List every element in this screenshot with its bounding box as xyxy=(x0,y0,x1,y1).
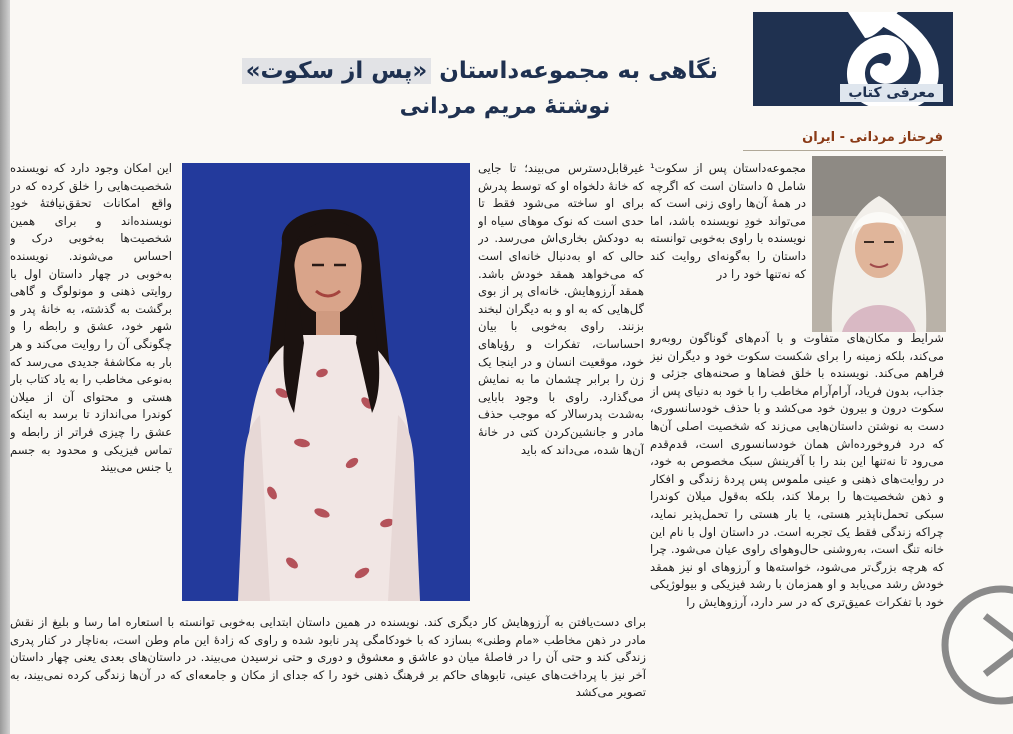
paragraph: مجموعه‌داستان پس از سکوت¹ شامل ۵ داستان است که اگرچه در همهٔ آن‌ها راوی زنی است که می‌تواند خودِ نویسنده باشد، اما نویسنده با راوی به‌خوبی توانسته داستان را به‌گونه‌ای روایت کند که نه‌تنها خود را در xyxy=(650,161,806,281)
article-subtitle: نوشتهٔ مریم مردانی xyxy=(399,94,611,119)
paragraph: شرایط و مکان‌های متفاوت و با آدم‌های گوناگون روبه‌رو می‌کند، بلکه زمینه را برای شکست سکوت خود و دیگران نیز فراهم می‌کند. نویسنده با خلق فضاها و صحنه‌های جزئی و جذاب، بدون فریاد، آرام‌آرام مخاطب را با خود به دنیای پس از سکوت درون و بیرون خود می‌کشد و با حذف خودسانسوری، دست به نوشتن داستان‌هایی می‌زند که شخصیت اصلی آن‌ها که درد فروخورده‌اش همان خودسانسوری است، قدم‌قدم می‌رود تا نه‌تنها این بند را با آفرینش سبک مخصوص به خود، در روایت‌های ذهنی و عینی ملموس پس پردهٔ زندگی و افکار و ذهن شخصیت‌ها را برملا کند، بلکه به‌قول میلان کوندرا سبکی تحمل‌ناپذیر هستی، یا بار هستی را تحمل‌پذیر نماید، چراکه زندگی فقط یک تجربه است. در داستان اول با نام این خانه تنگ است، به‌روشنی حال‌وهوای راوی عیان می‌شود. چرا که هرچه بزرگ‌تر می‌شود، خواسته‌ها و آرزوهای او نیز همقد خودش رشد می‌یابد و او همزمان با رشد فیزیکی و بیولوژیکی خود با تفکرات عمیق‌تری که در سر دارد، آرزوهایش را xyxy=(650,331,944,609)
divider xyxy=(743,150,943,151)
play-icon xyxy=(931,578,1013,712)
column-middle xyxy=(478,160,644,626)
column-bottom xyxy=(10,614,646,734)
paragraph: این امکان وجود دارد که نویسنده شخصیت‌هایی را خلق کرده که در واقع امکانات تحقق‌نیافتهٔ خودِ نویسنده‌اند و برای همین شخصیت‌ها به‌خوبی درک و احساس می‌شوند. نویسنده به‌خوبی در چهار داستان اول با روایتی ذهنی و مونولوگ و گاهی برگشت به گذشته، به خانهٔ پدر و شهر خود، عشق و رابطه را و چگونگی آن را روایت می‌کند و هر بار به مکاشفهٔ جدیدی می‌رسد که به‌نوعی مخاطب را به یاد کتاب بار هستی و محتوای آن از میلان کوندرا می‌اندازد تا برسد به اینکه عشق را چیزی فراتر از رابطه و تماس فیزیکی و محدود به جسم یا جنس می‌بیند xyxy=(10,161,172,475)
paragraph: غیرقابل‌دسترس می‌بیند؛ تا جایی که خانهٔ دلخواه او که توسط پدرش برای او ساخته می‌شود فقط تا حدی است که نوک موهای سیاه او به دودکش بخاری‌اش می‌رسد. در حالی که او به‌دنبال خانه‌ای است که می‌خواهد همقد خودش باشد. همقد آرزوهایش. خانه‌ای پر از بوی گل‌هایی که به او و به دیگران لبخند بزنند. راوی به‌خوبی با بیان احساسات، تفکرات و رؤیاهای خود، موقعیت انسان و در اینجا یک زن را برابر چشمان ما به نمایش می‌گذارد. راوی با وجود بابایی به‌شدت پدرسالار که موجب حذف مادر و جانشین‌کردن کتی در خانهٔ آن‌ها شده، می‌داند که باید xyxy=(478,161,644,457)
byline: فرحناز مردانی - ایران xyxy=(802,130,943,145)
title-book-name: «پس از سکوت» xyxy=(242,58,432,84)
paragraph: برای دست‌یافتن به آرزوهایش کار دیگری کند. نویسنده در همین داستان ابتدایی به‌خوبی توانسته با استعاره اما رسا و بلیغ از نقش مادر در ذهن مخاطب «مام وطنی» بسازد که با خودکامگی پدر نابود شده و راوی که زادهٔ این مام وطن است، به‌ناچار در کنار پدری زندگی کند و حتی آن را در فاصلهٔ میان دو عاشق و معشوق و دوری و حتی نرسیدن می‌بیند. در داستان‌های بعدی یعنی چهار داستان آخر نیز با پرداخت‌های عینی، تابوهای حاکم بر فرهنگ ذهنی خود را که جدای از مکان و جامعه‌ای که در آن‌ها زندگی کرده نمی‌بیند، به تصویر می‌کشد xyxy=(10,615,646,700)
next-page-button[interactable] xyxy=(931,578,1013,712)
title-prefix: نگاهی به مجموعه‌داستان xyxy=(439,58,718,84)
column-right-top xyxy=(650,160,806,330)
author-photo xyxy=(812,156,946,332)
article-title xyxy=(245,58,718,92)
section-label: معرفی کتاب xyxy=(840,84,943,102)
writer-portrait-photo xyxy=(182,163,470,601)
column-left xyxy=(10,160,172,615)
column-right-bottom xyxy=(650,330,944,734)
section-emblem xyxy=(753,12,953,106)
